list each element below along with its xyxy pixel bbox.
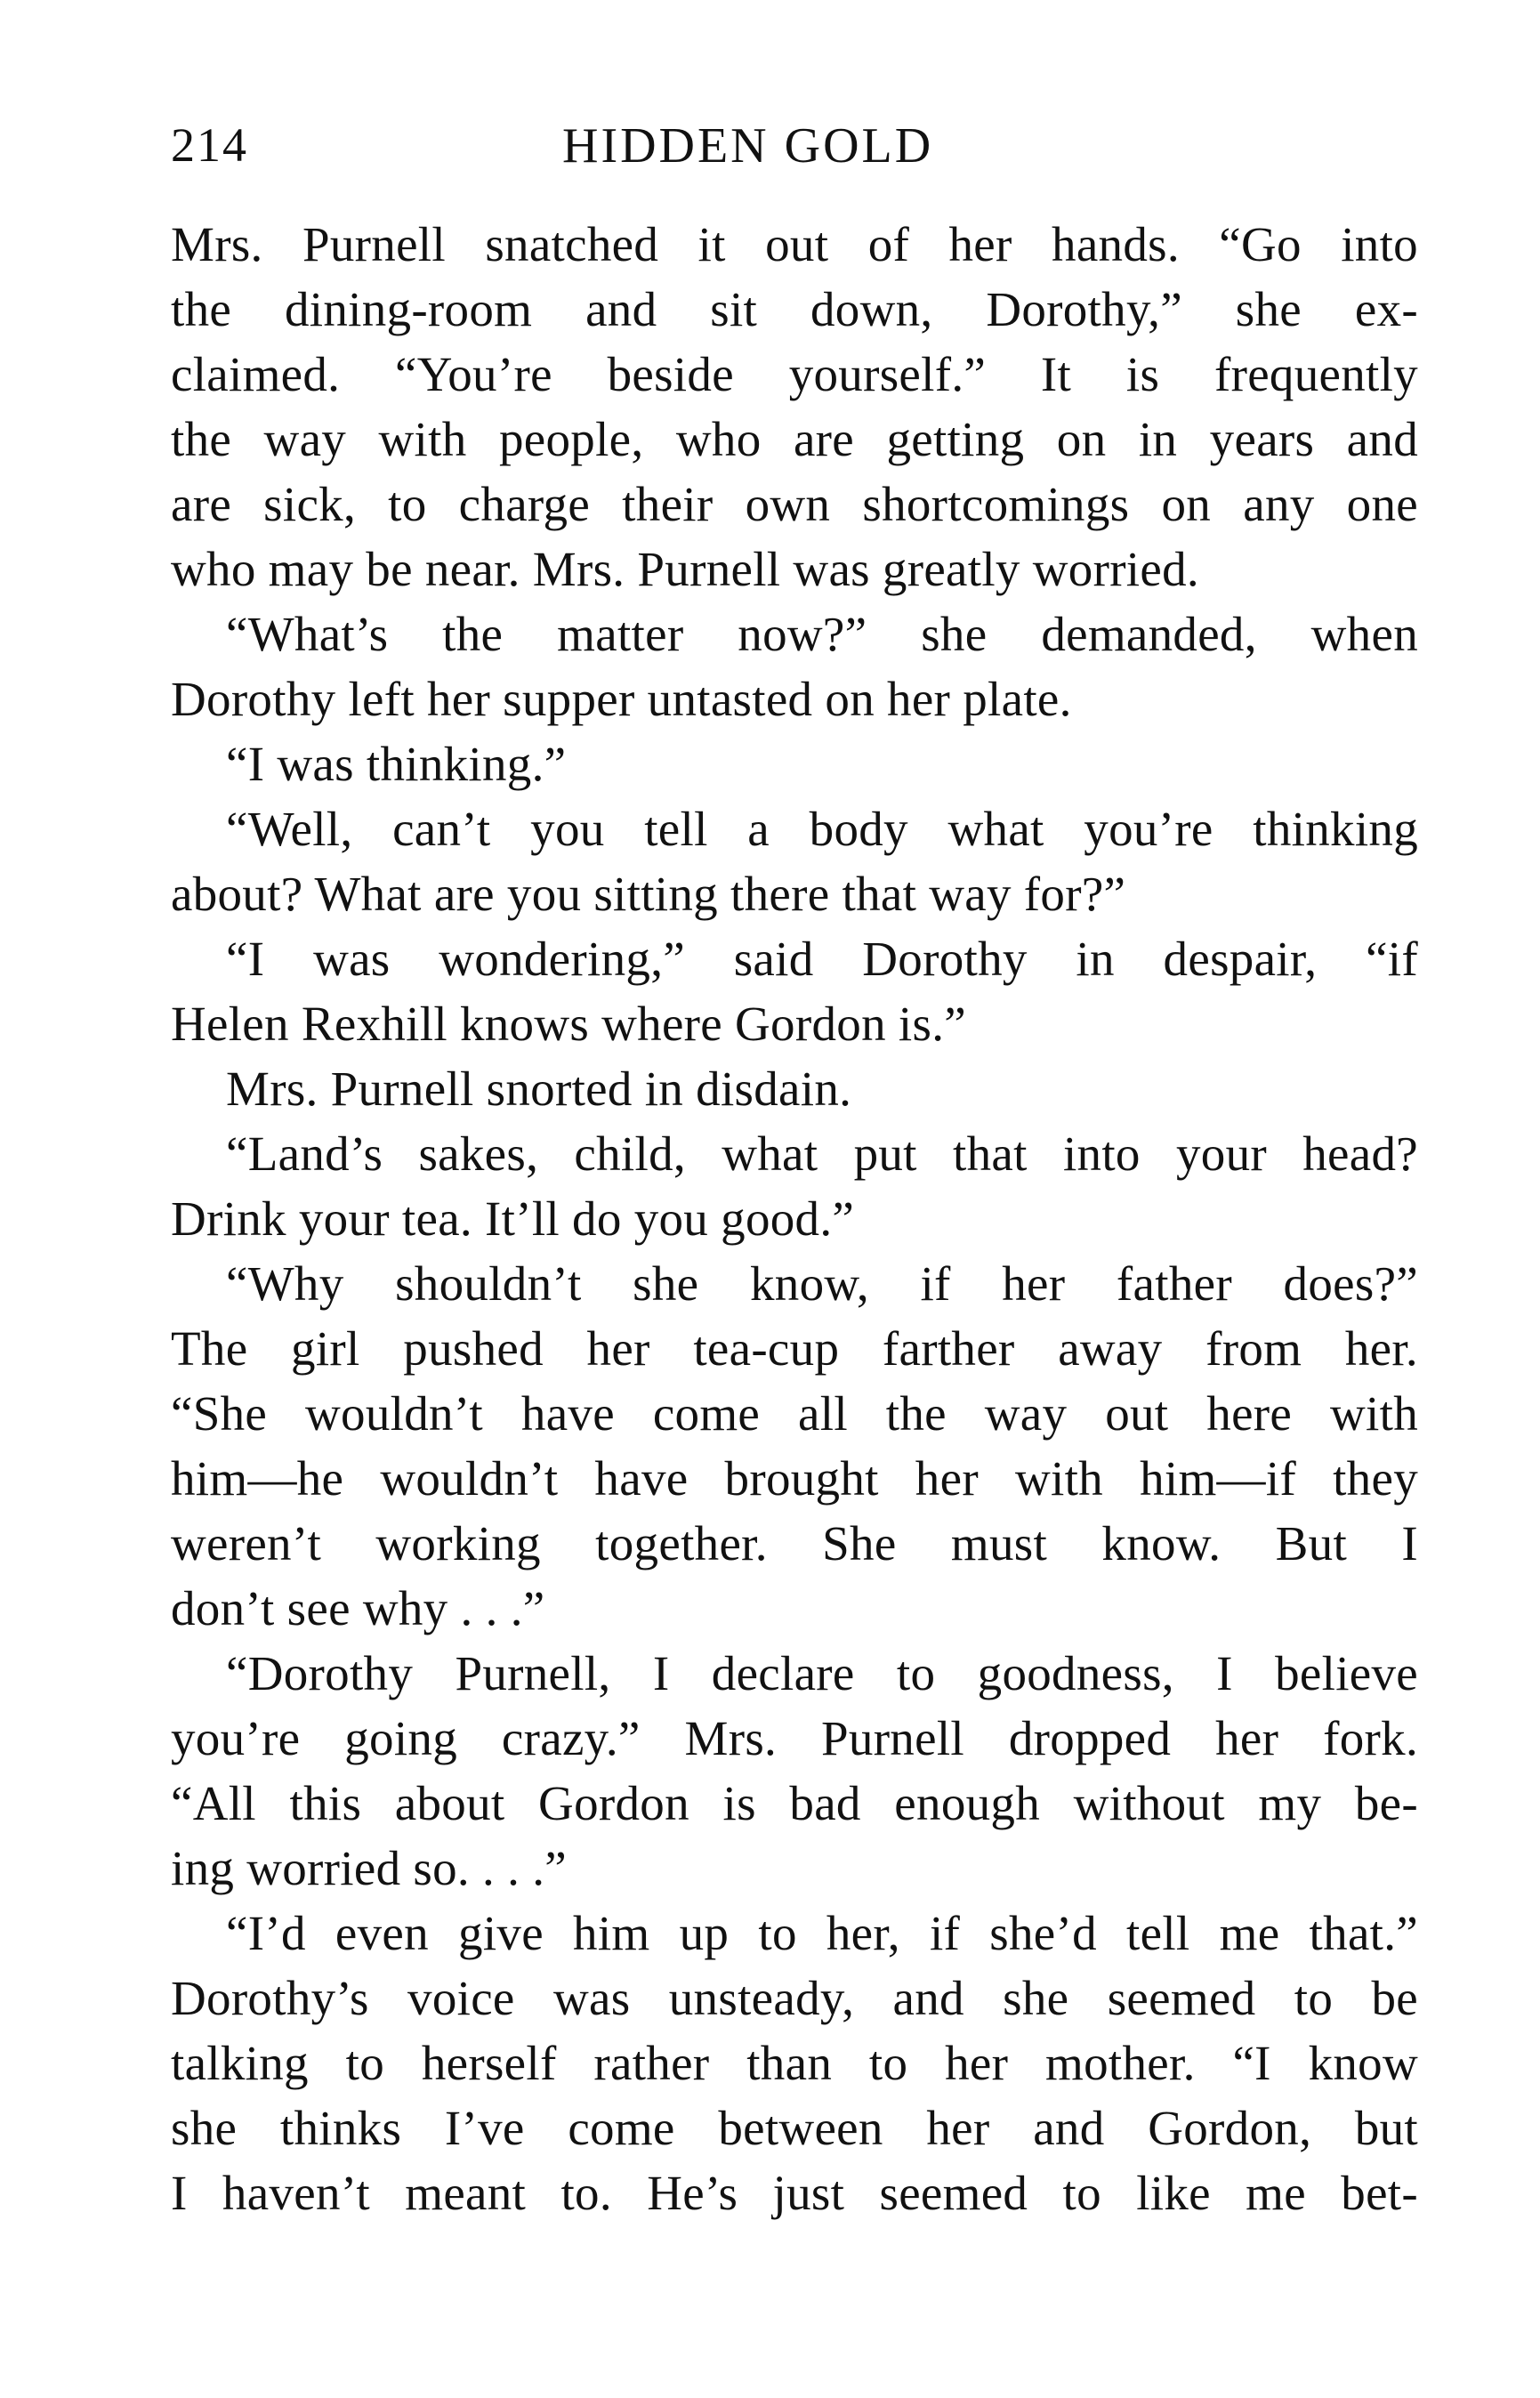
text-line: “I was thinking.” [226,737,567,791]
text-line: I haven’t meant to. He’s just seemed to like me bet- [171,2166,1418,2220]
text-line: “All this about Gordon is bad enough without my be- [171,1776,1418,1830]
text-line: “She wouldn’t have come all the way out here with [171,1386,1418,1441]
text-line: the dining-room and sit down, Dorothy,” she ex- [171,282,1418,336]
text-line: the way with people, who are getting on in years and [171,412,1418,466]
text-line: Drink your tea. It’ll do you good.” [171,1191,855,1246]
text-line: Helen Rexhill knows where Gordon is.” [171,997,966,1051]
text-line: ing worried so. . . .” [171,1841,567,1895]
text-line: don’t see why . . .” [171,1581,545,1635]
text-line: “Land’s sakes, child, what put that into your head? [226,1126,1418,1181]
text-line: Mrs. Purnell snorted in disdain. [226,1062,852,1116]
text-line: Dorothy left her supper untasted on her plate. [171,672,1072,726]
text-line: him—he wouldn’t have brought her with him—if they [171,1451,1418,1506]
text-line: “I’d even give him up to her, if she’d tell me that.” [226,1906,1418,1960]
text-line: Mrs. Purnell snatched it out of her hands. “Go into [171,217,1418,271]
running-title: HIDDEN GOLD [562,118,934,174]
body-text [171,212,1418,2225]
text-line: The girl pushed her tea-cup farther away from her. [171,1321,1418,1376]
text-line: “What’s the matter now?” she demanded, when [226,607,1418,661]
text-line: are sick, to charge their own shortcomings on any one [171,477,1418,531]
text-line: about? What are you sitting there that way for?” [171,867,1126,921]
text-line: you’re going crazy.” Mrs. Purnell dropped her fork. [171,1711,1418,1765]
text-line: “Well, can’t you tell a body what you’re thinking [226,802,1418,856]
text-line: who may be near. Mrs. Purnell was greatly worried. [171,542,1199,596]
text-line: “I was wondering,” said Dorothy in despair, “if [226,932,1418,986]
text-line: “Dorothy Purnell, I declare to goodness, I believe [226,1646,1418,1700]
text-line: talking to herself rather than to her mother. “I know [171,2036,1418,2090]
running-head [171,117,1416,189]
text-line: she thinks I’ve come between her and Gordon, but [171,2101,1418,2155]
text-line: Dorothy’s voice was unsteady, and she seemed to be [171,1971,1418,2025]
page-number: 214 [171,118,248,172]
text-line: “Why shouldn’t she know, if her father does?” [226,1256,1418,1311]
text-line: claimed. “You’re beside yourself.” It is frequently [171,347,1418,401]
text-line: weren’t working together. She must know. But I [171,1516,1418,1570]
